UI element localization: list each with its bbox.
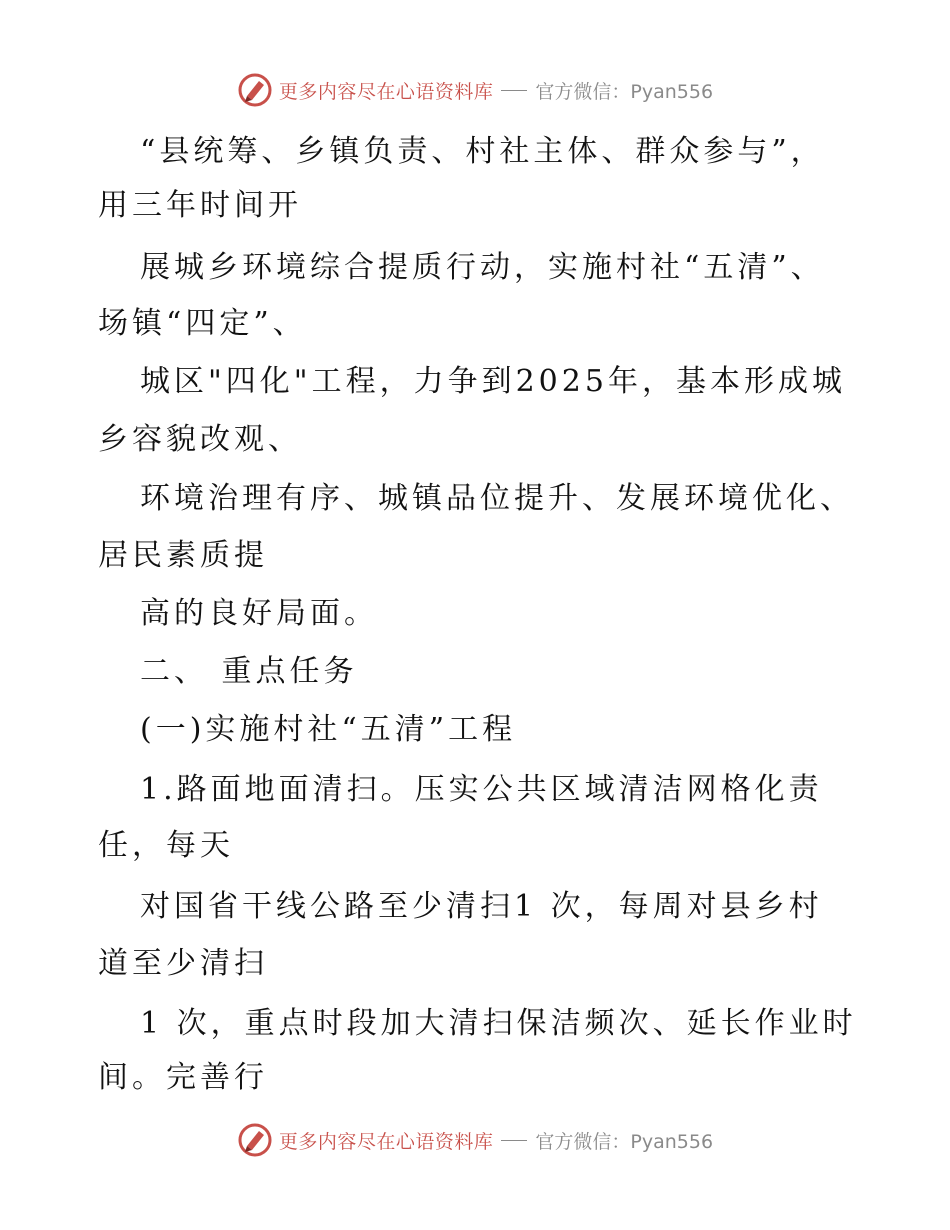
watermark-header [0, 70, 950, 110]
subsection-heading: (一)实施村社“五清”工程 [140, 712, 517, 747]
text-line: 1 次，重点时段加大清扫保洁频次、延长作业时 [140, 1006, 857, 1041]
text-line: 乡容貌改观、 [98, 422, 302, 457]
text-line: 高的良好局面。 [140, 596, 378, 631]
watermark-gray-text: 官方微信：Pyan556 [535, 80, 714, 103]
text-line: 道至少清扫 [98, 946, 268, 981]
text-line: 对国省干线公路至少清扫1 次，每周对县乡村 [140, 889, 823, 924]
text-line: 场镇“四定”、 [98, 306, 307, 341]
text-line: 间。完善行 [98, 1060, 268, 1095]
text-line: “县统筹、乡镇负责、村社主体、群众参与”， [140, 134, 825, 169]
text-line: 展城乡环境综合提质行动，实施村社“五清”、 [140, 250, 825, 285]
watermark-red-text: 更多内容尽在心语资料库 [278, 1130, 494, 1153]
watermark-dash [501, 1140, 527, 1141]
text-line: 任，每天 [98, 828, 234, 863]
text-line: 用三年时间开 [98, 188, 302, 223]
text-line: 环境治理有序、城镇品位提升、发展环境优化、 [140, 481, 854, 516]
pen-logo-icon [237, 1122, 273, 1158]
text-line: 城区"四化"工程，力争到2025年，基本形成城 [140, 364, 846, 399]
text-line: 居民素质提 [98, 538, 268, 573]
watermark-dash [501, 90, 527, 91]
watermark-footer [0, 1120, 950, 1160]
watermark-gray-text: 官方微信：Pyan556 [535, 1130, 714, 1153]
section-heading: 二、 重点任务 [140, 654, 358, 689]
text-line: 1.路面地面清扫。压实公共区域清洁网格化责 [140, 772, 823, 807]
pen-logo-icon [237, 72, 273, 108]
watermark-red-text: 更多内容尽在心语资料库 [278, 80, 494, 103]
